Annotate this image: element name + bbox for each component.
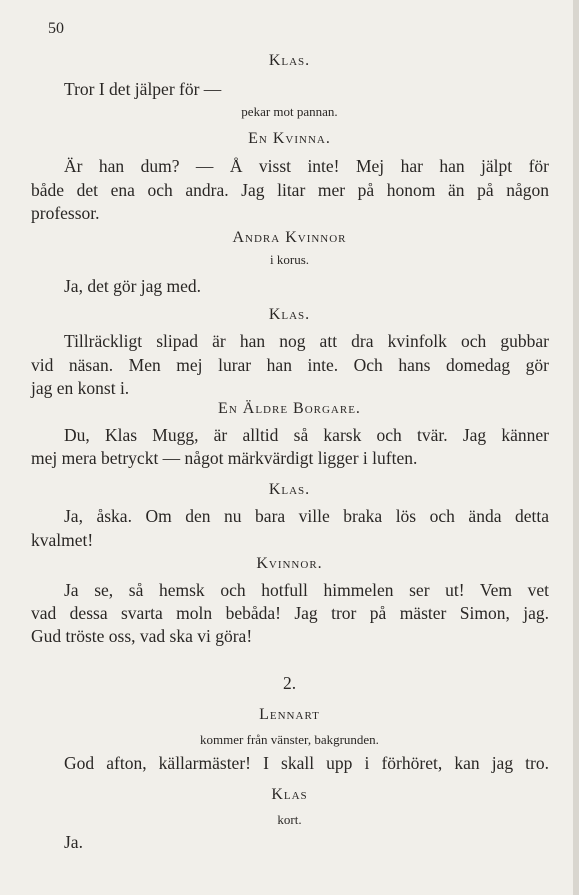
stage-direction: pekar mot pannan. <box>241 104 338 119</box>
dialogue-line: kvalmet! <box>31 530 94 550</box>
dialogue-line: Tror I det jälper för — <box>64 79 222 99</box>
dialogue-line: Ja. <box>64 832 83 852</box>
speaker-label: Kvinnor. <box>256 555 323 572</box>
stage-direction: kommer från vänster, bakgrunden. <box>200 732 379 747</box>
dialogue-line: God afton, källarmäster! I skall upp i förhöret, kan jag tro. <box>64 753 549 773</box>
scene-number: 2. <box>282 673 297 693</box>
speaker-label: Klas. <box>268 306 311 323</box>
speaker-label: Lennart <box>259 706 320 723</box>
speaker-label: En Äldre Borgare. <box>218 400 361 417</box>
dialogue-line: professor. <box>31 203 100 223</box>
dialogue-line: Tillräckligt slipad är han nog att dra kvinfolk och gubbar <box>64 331 549 351</box>
dialogue-line: Gud tröste oss, vad ska vi göra! <box>31 626 253 646</box>
speaker-label: Klas. <box>268 481 311 498</box>
dialogue-line: Ja, åska. Om den nu bara ville braka lös och ända detta <box>64 506 549 526</box>
dialogue-line: mej mera betryckt — något märkvärdigt ligger i luften. <box>31 448 418 468</box>
dialogue-line: Ja se, så hemsk och hotfull himmelen ser ut! Vem vet <box>64 580 549 600</box>
speaker-label: En Kvinna. <box>248 130 331 147</box>
page-number: 50 <box>48 20 64 37</box>
dialogue-line: vid näsan. Men mej lurar han inte. Och hans domedag gör <box>31 355 549 375</box>
dialogue-line: Är han dum? — Å visst inte! Mej har han jälpt för <box>64 156 549 176</box>
dialogue-line: jag en konst i. <box>31 378 130 398</box>
stage-direction: kort. <box>277 812 302 827</box>
speaker-label: Klas <box>271 786 308 803</box>
speaker-label: Andra Kvinnor <box>232 229 347 246</box>
dialogue-line: vad dessa svarta moln bebåda! Jag tror på mäster Simon, jag. <box>31 603 549 623</box>
dialogue-line: Du, Klas Mugg, är alltid så karsk och tvär. Jag känner <box>64 425 549 445</box>
stage-direction: i korus. <box>270 252 309 267</box>
dialogue-line: både det ena och andra. Jag litar mer på honom än på någon <box>31 180 549 200</box>
speaker-label: Klas. <box>268 52 311 69</box>
dialogue-line: Ja, det gör jag med. <box>64 276 202 296</box>
page-edge-shadow <box>573 0 579 895</box>
